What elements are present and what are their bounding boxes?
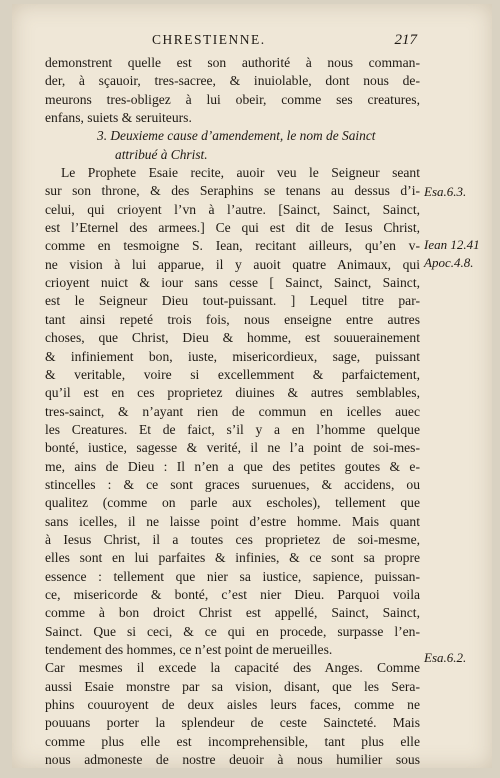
text-line: elles sont en lui parfaites & infinies, & ce sont sa propre [45, 550, 420, 566]
text-line: qualitez (comme on parle aux escholes), tellement que [45, 495, 420, 511]
text-line: comme à bon droict Christ est appellé, Sainct, Sainct, [45, 605, 420, 621]
text-line: comme en tesmoigne S. Iean, recitant ailleurs, qu’en v- [45, 238, 420, 254]
text-line: enfans, suiets & seruiteurs. [45, 110, 192, 126]
text-line: meurons tres-obligez à lui obeir, comme ses creatures, [45, 91, 420, 107]
margin-note-apoc-4-8: Apoc.4.8. [424, 255, 474, 270]
text-line: comme plus elle est incomprehensible, tant plus elle [45, 733, 420, 749]
text-line: essence : tellement que nier sa iustice, sapience, puissan- [45, 568, 420, 584]
text-line: choses, que Christ, Dieu & homme, est souuerainement [45, 330, 420, 346]
text-line: der, à sçauoir, tres-sacree, & inuiolable, dont nous de- [45, 73, 420, 89]
text-line: est l’Eternel des armees.] Ce qui est dit de Iesus Christ, [45, 220, 420, 236]
text-line: tant ainsi repeté trois fois, nous enseigne entre autres [45, 311, 420, 327]
text-line: stincelles : & ce sont graces suruenues, & accidens, ou [45, 476, 420, 492]
text-line: attribué à Christ. [115, 146, 208, 162]
page-number: 217 [394, 32, 417, 48]
text-line: sur son throne, & des Seraphins se tenans au dessus d’i- [45, 183, 420, 199]
text-line: Car mesmes il excede la capacité des Anges. Comme [45, 660, 420, 676]
running-head-title: CHRESTIENNE. [152, 32, 266, 47]
text-line: à Iesus Christ, il a toutes ces proprietez de soi-mesme, [45, 531, 420, 547]
text-line: & infiniement bon, iuste, misericordieux, sage, puissant [45, 348, 420, 364]
text-line: demonstrent quelle est son authorité à nous comman- [45, 55, 420, 70]
book-page [12, 4, 492, 768]
text-line: ce, misericorde & bonté, c’est nier Dieu. Parquoi voila [45, 586, 420, 602]
text-line: pouuans porter la splendeur de ceste Saincteté. Mais [45, 715, 420, 731]
text-line: & veritable, voire si excellemment & parfaictement, [45, 366, 420, 382]
text-line: les Creatures. Et de faict, s’il y a en l’homme quelque [45, 421, 420, 437]
text-line: tendement des hommes, ce n’est point de merueilles. [45, 642, 333, 657]
body-text [45, 54, 420, 769]
margin-note-iean-12-41: Iean 12.41 [424, 237, 480, 252]
text-line: phins couuroyent de deux aisles leurs faces, comme ne [45, 697, 420, 713]
margin-note-esa-6-3: Esa.6.3. [424, 184, 467, 199]
text-line: est le Seigneur Dieu tout-puissant. ] Lequel titre par- [45, 293, 420, 309]
margin-note-esa-6-2: Esa.6.2. [424, 650, 467, 665]
text-line: Le Prophete Esaie recite, auoir veu le Seigneur seant [61, 165, 420, 181]
text-line: tres-sainct, & n’ayant rien de commun en icelles auec [45, 403, 420, 419]
running-head [52, 32, 417, 52]
text-line: sans icelles, il ne laisse point d’estre homme. Mais quant [45, 513, 420, 529]
text-line: me, ains de Dieu : Il n’en a que des petites goutes & e- [45, 458, 420, 474]
text-line: aussi Esaie monstre par sa vision, disant, que les Sera- [45, 678, 420, 694]
text-line: nous admoneste de nostre deuoir à nous humilier sous [45, 752, 420, 768]
text-line: qu’il est en ces proprietez diuines & autres semblables, [45, 385, 420, 401]
text-line: ne vision à lui apparue, il y auoit quatre Animaux, qui [45, 256, 420, 272]
text-line: celui, qui crioyent l’vn à l’autre. [Sainct, Sainct, Sainct, [45, 201, 420, 217]
text-line: bonté, iustice, sagesse & verité, il ne l’a point de soi-mes- [45, 440, 420, 456]
text-line: 3. Deuxieme cause d’amendement, le nom de Sainct [97, 128, 376, 144]
text-line: crioyent nuict & iour sans cesse [ Sainct, Sainct, Sainct, [45, 275, 420, 291]
text-line: Sainct. Que si ceci, & ce qui en procede, surpasse l’en- [45, 623, 420, 639]
